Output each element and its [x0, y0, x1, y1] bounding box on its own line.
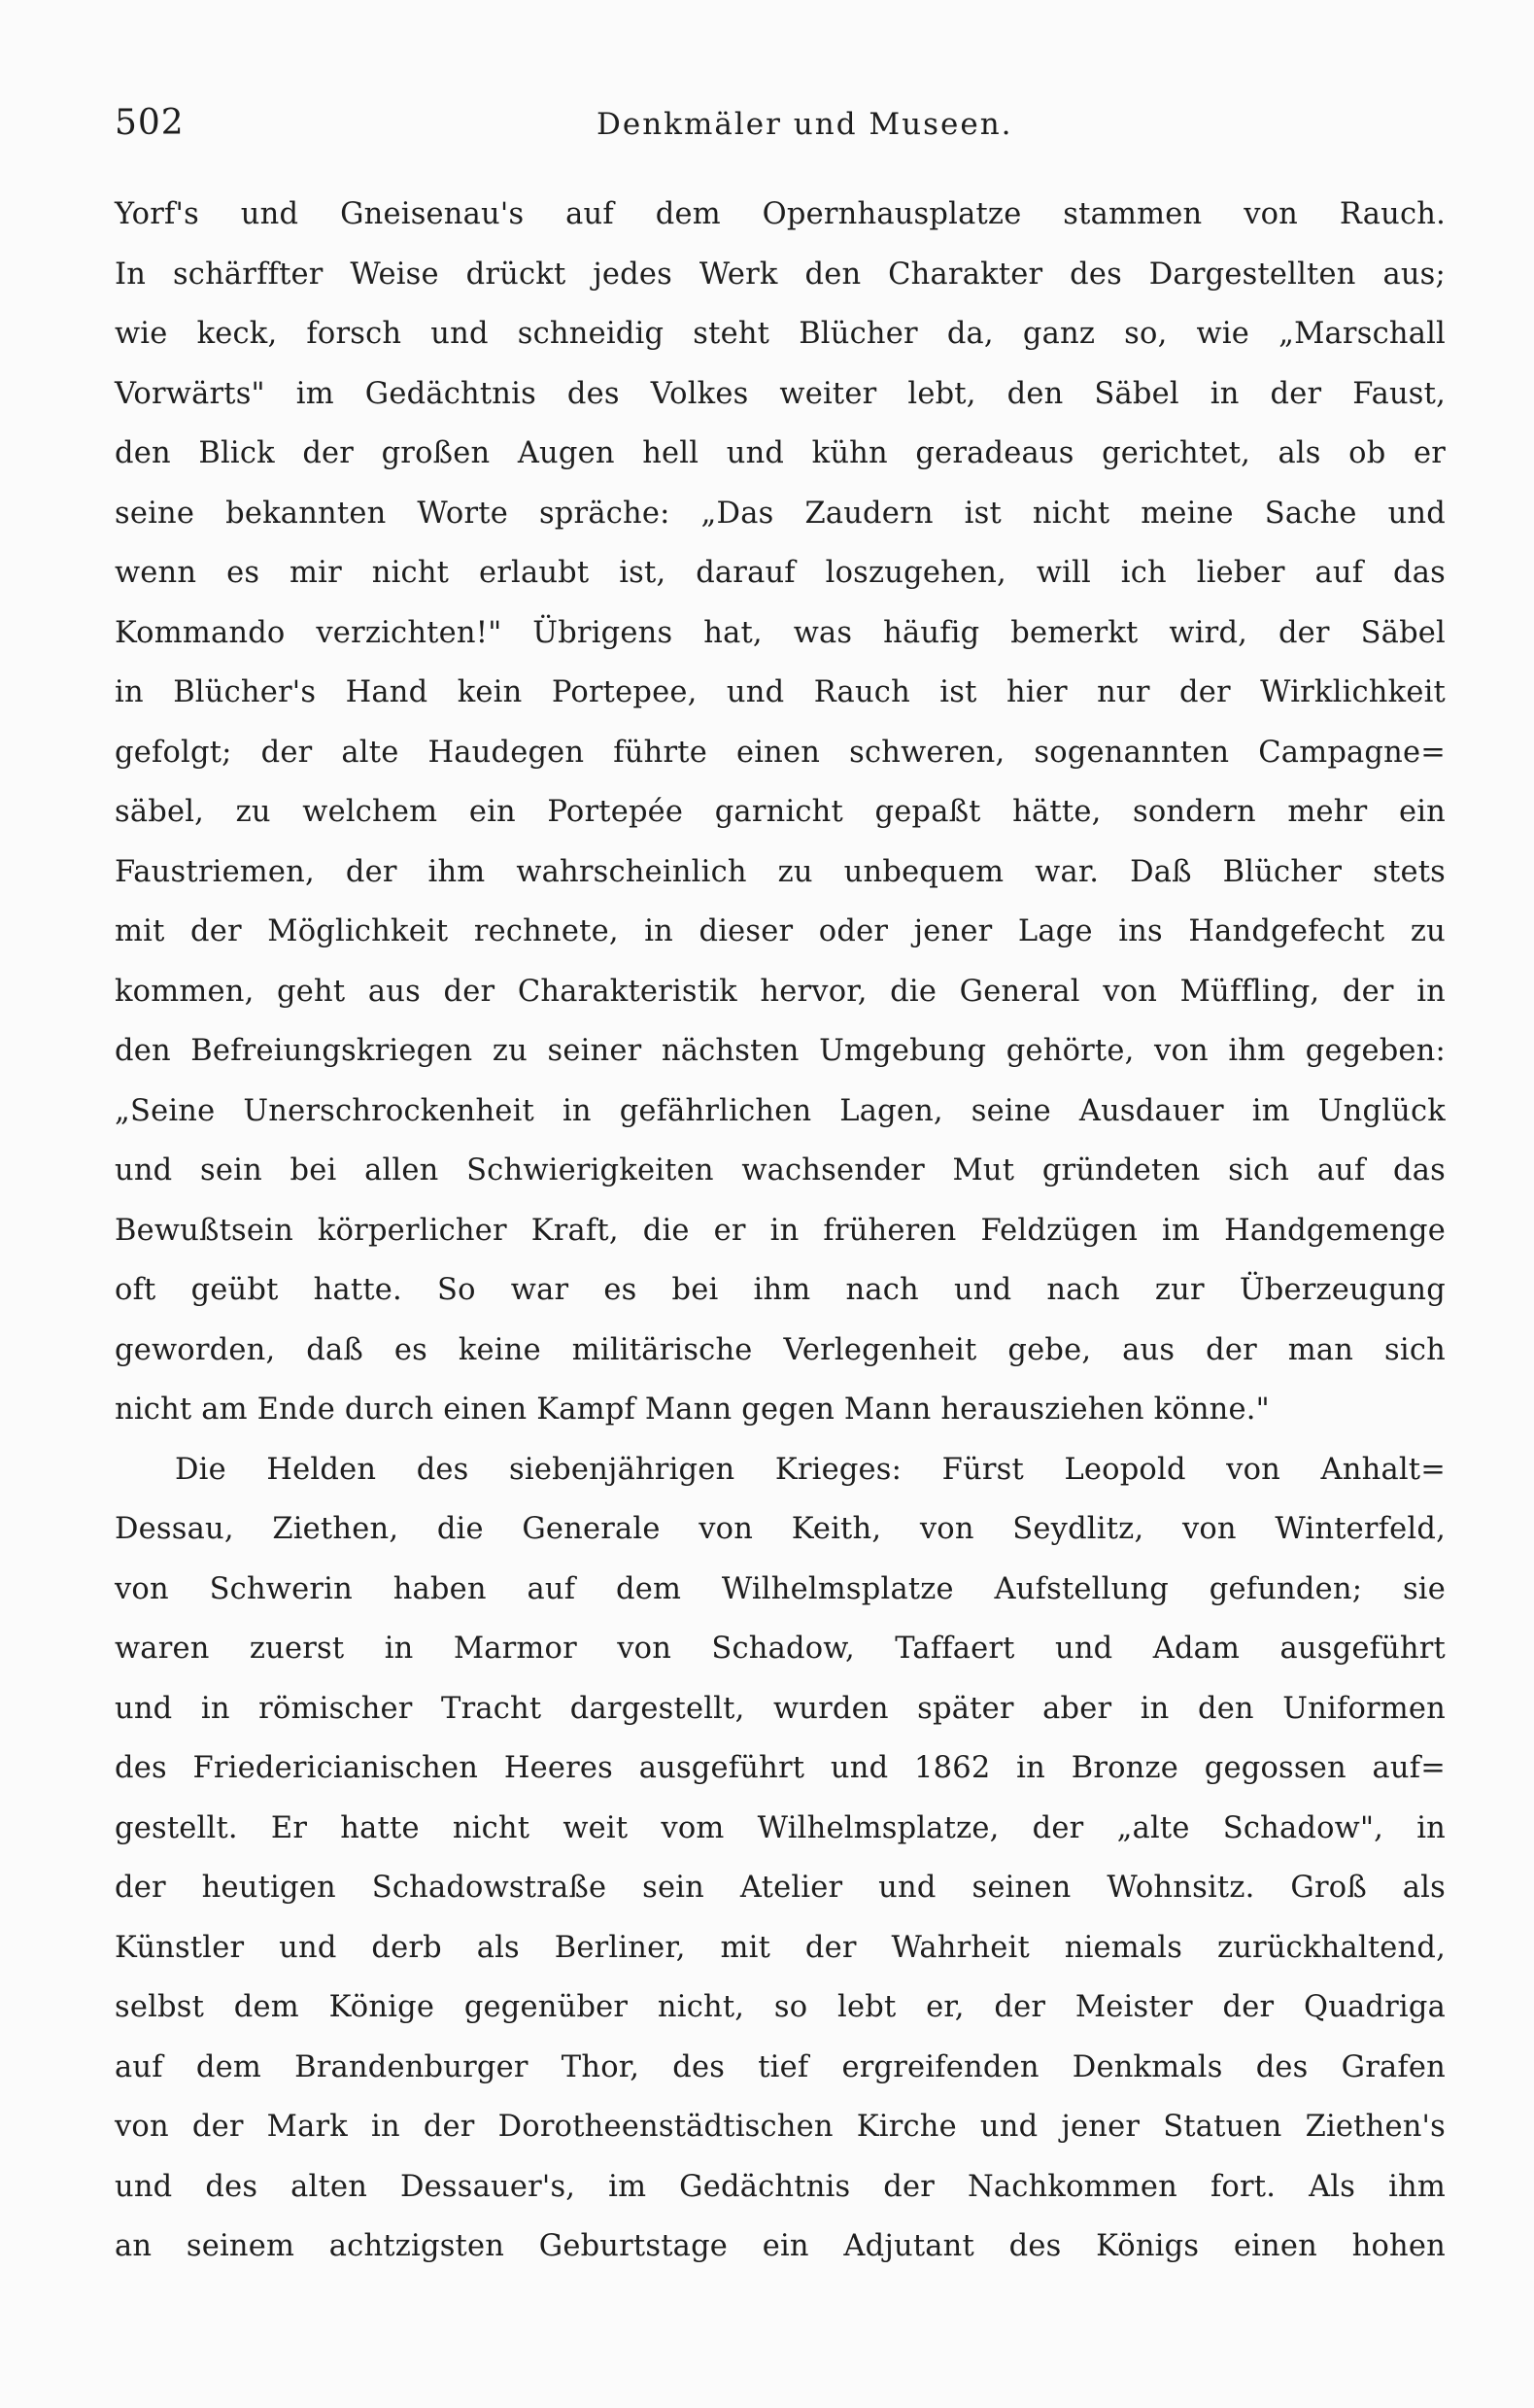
text-line: gestellt. Er hatte nicht weit vom Wilhelmsplatze, der „alte Schadow", in — [115, 1810, 1446, 1845]
text-line: nicht am Ende durch einen Kampf Mann gegen Mann herausziehen könne." — [115, 1393, 1270, 1427]
text-line: Künstler und derb als Berliner, mit der Wahrheit niemals zurückhaltend, — [115, 1930, 1446, 1965]
text-line: gefolgt; der alte Haudegen führte einen schweren, sogenannten Campagne= — [115, 735, 1446, 770]
text-line: oft geübt hatte. So war es bei ihm nach und nach zur Überzeugung — [115, 1273, 1446, 1307]
text-line: wie keck, forsch und schneidig steht Blücher da, ganz so, wie „Marschall — [115, 317, 1446, 351]
text-line: von der Mark in der Dorotheenstädtischen Kirche und jener Statuen Ziethen's — [115, 2110, 1446, 2144]
text-line: Faustriemen, der ihm wahrscheinlich zu unbequem war. Daß Blücher stets — [115, 854, 1446, 889]
text-line: waren zuerst in Marmor von Schadow, Taffaert und Adam ausgeführt — [115, 1632, 1446, 1666]
text-line: den Befreiungskriegen zu seiner nächsten Umgebung gehörte, von ihm gegeben: — [115, 1034, 1446, 1068]
page-header — [115, 103, 1455, 157]
text-line: auf dem Brandenburger Thor, des tief ergreifenden Denkmals des Grafen — [115, 2049, 1446, 2084]
text-line: In schärffter Weise drückt jedes Werk den Charakter des Dargestellten aus; — [115, 257, 1446, 292]
text-line: und des alten Dessauer's, im Gedächtnis der Nachkommen fort. Als ihm — [115, 2169, 1446, 2204]
text-line: des Friedericianischen Heeres ausgeführt und 1862 in Bronze gegossen auf= — [115, 1751, 1446, 1785]
running-head: Denkmäler und Museen. — [597, 107, 1013, 142]
text-line: und in römischer Tracht dargestellt, wurden später aber in den Uniformen — [115, 1691, 1446, 1726]
text-line: „Seine Unerschrockenheit in gefährlichen Lagen, seine Ausdauer im Unglück — [115, 1093, 1446, 1128]
body-text — [115, 185, 1446, 2277]
text-line: mit der Möglichkeit rechnete, in dieser oder jener Lage ins Handgefecht zu — [115, 914, 1446, 948]
page-number: 502 — [115, 103, 185, 143]
text-line: Vorwärts" im Gedächtnis des Volkes weiter lebt, den Säbel in der Faust, — [115, 376, 1446, 411]
text-line: kommen, geht aus der Charakteristik hervor, die General von Müffling, der in — [115, 974, 1446, 1009]
text-line: an seinem achtzigsten Geburtstage ein Adjutant des Königs einen hohen — [115, 2229, 1446, 2263]
text-line: Bewußtsein körperlicher Kraft, die er in früheren Feldzügen im Handgemenge — [115, 1213, 1446, 1248]
text-line: geworden, daß es keine militärische Verlegenheit gebe, aus der man sich — [115, 1332, 1446, 1367]
text-line: Kommando verzichten!" Übrigens hat, was häufig bemerkt wird, der Säbel — [115, 615, 1446, 650]
text-line: Yorf's und Gneisenau's auf dem Opernhausplatze stammen von Rauch. — [115, 197, 1446, 231]
text-line: Dessau, Ziethen, die Generale von Keith, von Seydlitz, von Winterfeld, — [115, 1512, 1446, 1546]
text-line: den Blick der großen Augen hell und kühn geradeaus gerichtet, als ob er — [115, 436, 1446, 470]
text-line: säbel, zu welchem ein Portepée garnicht gepaßt hätte, sondern mehr ein — [115, 795, 1446, 829]
text-line: in Blücher's Hand kein Portepee, und Rauch ist hier nur der Wirklichkeit — [115, 675, 1446, 709]
text-line: und sein bei allen Schwierigkeiten wachsender Mut gründeten sich auf das — [115, 1153, 1446, 1187]
paragraph-start-line: Die Helden des siebenjährigen Krieges: Fürst Leopold von Anhalt= — [175, 1452, 1446, 1487]
text-line: der heutigen Schadowstraße sein Atelier und seinen Wohnsitz. Groß als — [115, 1871, 1446, 1905]
text-line: wenn es mir nicht erlaubt ist, darauf loszugehen, will ich lieber auf das — [115, 556, 1446, 590]
text-line: selbst dem Könige gegenüber nicht, so lebt er, der Meister der Quadriga — [115, 1990, 1446, 2024]
text-line: seine bekannten Worte spräche: „Das Zaudern ist nicht meine Sache und — [115, 496, 1446, 531]
text-line: von Schwerin haben auf dem Wilhelmsplatze Aufstellung gefunden; sie — [115, 1571, 1446, 1606]
